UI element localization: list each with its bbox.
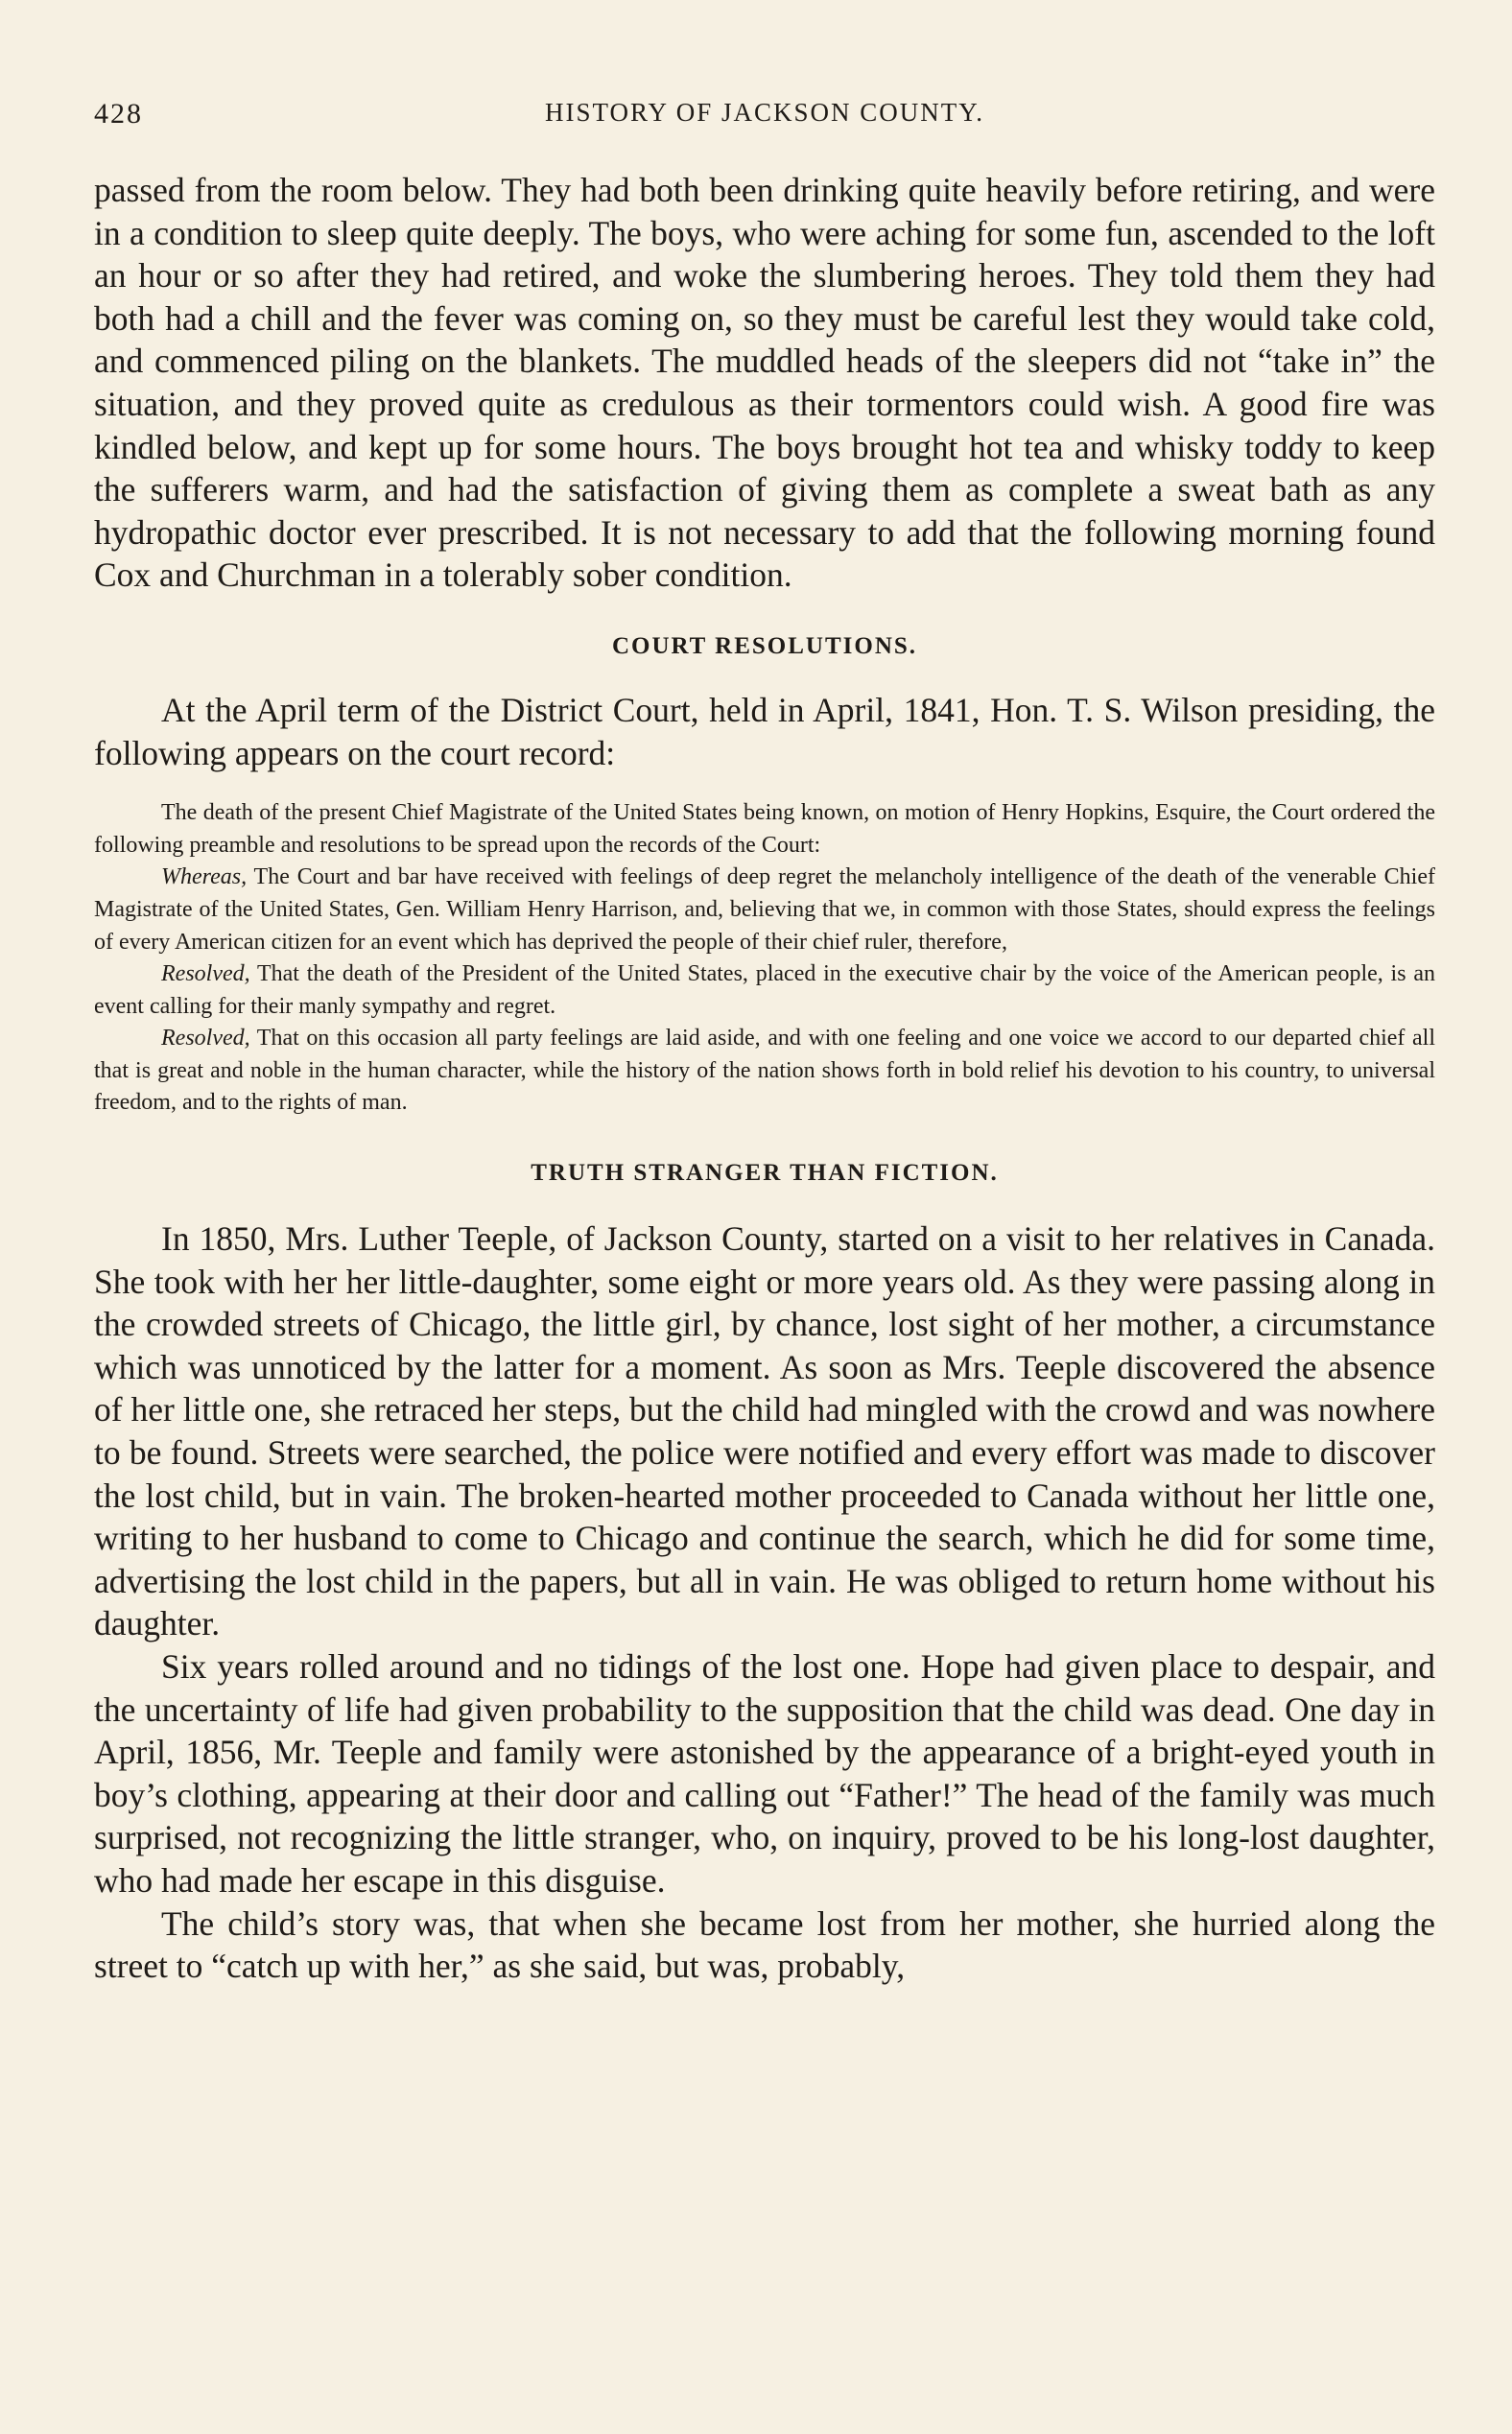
document-page	[94, 92, 1435, 1988]
resolved-paragraph-1	[94, 958, 1435, 1023]
running-head	[94, 92, 1435, 138]
section-heading-fiction: TRUTH STRANGER THAN FICTION.	[531, 1160, 999, 1187]
resolved-text-2: That on this occasion all party feelings are laid aside, and with one feeling and one voice we accord to our departed chief all that is great and noble in the human character, while the history of the nation shows forth in bold relief his devotion to his country, to universal freedom, and to the rights of man.	[94, 1026, 1435, 1116]
resolved-paragraph-2	[94, 1023, 1435, 1120]
whereas-label: Whereas,	[161, 864, 248, 890]
resolved-text-1: That the death of the President of the United States, placed in the executive chair by the voice of the American people, is an event calling for their manly sympathy and regret.	[94, 961, 1435, 1019]
court-record-block	[94, 797, 1435, 1120]
running-title: HISTORY OF JACKSON COUNTY.	[544, 98, 985, 127]
fiction-paragraph-3: The child’s story was, that when she became lost from her mother, she hurried along the street to “catch up with her,” as she said, but was, probably,	[94, 1903, 1435, 1986]
page-number: 428	[94, 98, 143, 130]
court-intro-paragraph: At the April term of the District Court, held in April, 1841, Hon. T. S. Wilson presiding, the following appears on the court record:	[94, 690, 1435, 772]
intro-paragraph: passed from the room below. They had both been drinking quite heavily before retiring, and were in a condition to sleep quite deeply. The boys, who were aching for some fun, ascended to the loft an hour or so after they had retired, and woke the slumbering heroes. They told them they had both had a chill and the fever was coming on, so they must be careful lest they would take cold, and commenced piling on the blankets. The muddled heads of the sleepers did not “take in” the situation, and they proved quite as credulous as their tormentors could wish. A good fire was kindled below, and kept up for some hours. The boys brought hot tea and whisky toddy to keep the sufferers warm, and had the satisfaction of giving them as complete a sweat bath as any hydropathic doctor ever prescribed. It is not necessary to add that the following morning found Cox and Churchman in a tolerably sober condition.	[94, 171, 1435, 595]
fiction-paragraph-2: Six years rolled around and no tidings of the lost one. Hope had given place to despair, and the uncertainty of life had given probability to the supposition that the child was dead. One day in April, 1856, Mr. Teeple and family were astonished by the appearance of a bright-eyed youth in boy’s clothing, appearing at their door and calling out “Father!” The head of the family was much surprised, not recognizing the little stranger, who, on inquiry, proved to be his long-lost daughter, who had made her escape in this disguise.	[94, 1647, 1435, 1900]
whereas-text: The Court and bar have received with feelings of deep regret the melancholy intelligence of the death of the venerable Chief Magistrate of the United States, Gen. William Henry Harrison, and, believing that we, in common with those States, should express the feelings of every American citizen for an event which has deprived the people of their chief ruler, therefore,	[94, 864, 1435, 955]
section-heading-court: COURT RESOLUTIONS.	[611, 632, 918, 659]
resolved-label-2: Resolved,	[161, 1026, 250, 1052]
fiction-paragraph-1: In 1850, Mrs. Luther Teeple, of Jackson County, started on a visit to her relatives in Canada. She took with her her little-daughter, some eight or more years old. As they were passing along in the crowded streets of Chicago, the little girl, by chance, lost sight of her mother, a circumstance which was unnoticed by the latter for a moment. As soon as Mrs. Teeple discovered the absence of her little one, she retraced her steps, but the child had mingled with the crowd and was nowhere to be found. Streets were searched, the police were notified and every effort was made to discover the lost child, but in vain. The broken-hearted mother proceeded to Canada without her little one, writing to her husband to come to Chicago and continue the search, which he did for some time, advertising the lost child in the papers, but all in vain. He was obliged to return home without his daughter.	[94, 1219, 1435, 1643]
resolved-label-1: Resolved,	[161, 961, 250, 987]
whereas-paragraph	[94, 862, 1435, 958]
court-record-paragraph: The death of the present Chief Magistrate of the United States being known, on motion of Henry Hopkins, Esquire, the Court ordered the following preamble and resolutions to be spread upon the records of the Court:	[94, 800, 1435, 858]
